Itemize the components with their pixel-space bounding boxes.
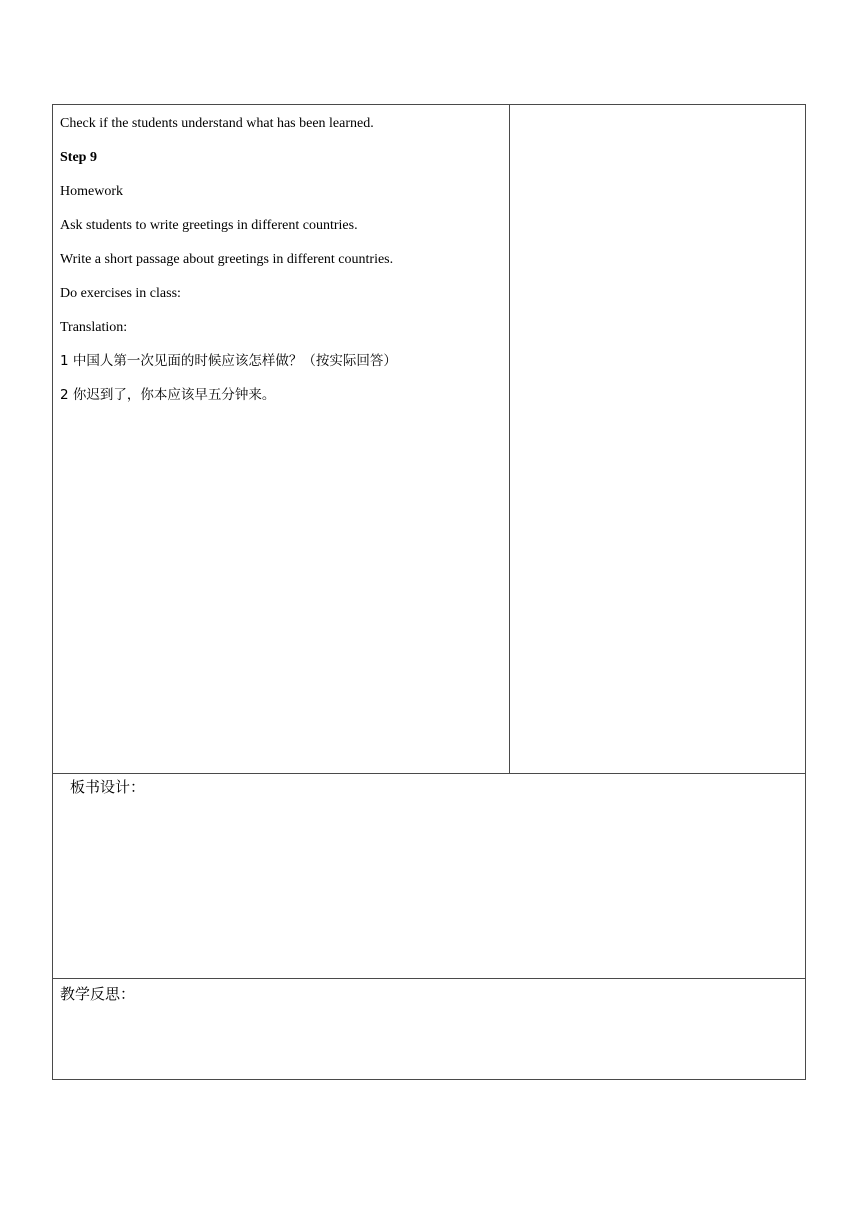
translation-item-1: 1 中国人第一次见面的时候应该怎样做？（按实际回答）	[60, 353, 397, 369]
lesson-content-row	[53, 105, 805, 774]
text-line-homework: Homework	[60, 184, 123, 199]
step-heading: Step 9	[60, 150, 97, 165]
text-line-ask-students: Ask students to write greetings in different countries.	[60, 218, 358, 233]
text-line-exercises: Do exercises in class:	[60, 286, 181, 301]
teaching-steps-content	[60, 115, 500, 421]
notes-cell	[510, 105, 805, 773]
text-line-write-passage: Write a short passage about greetings in different countries.	[60, 252, 394, 267]
board-design-label: 板书设计：	[70, 778, 146, 796]
text-line-check: Check if the students understand what has been learned.	[60, 116, 374, 131]
lesson-plan-table	[52, 104, 806, 1080]
teaching-steps-cell	[53, 105, 510, 773]
text-line-translation: Translation:	[60, 320, 128, 335]
translation-item-2: 2 你迟到了，你本应该早五分钟来。	[60, 387, 276, 403]
teaching-reflection-row	[53, 979, 805, 1079]
teaching-reflection-label: 教学反思：	[60, 985, 136, 1003]
board-design-row	[53, 774, 805, 979]
